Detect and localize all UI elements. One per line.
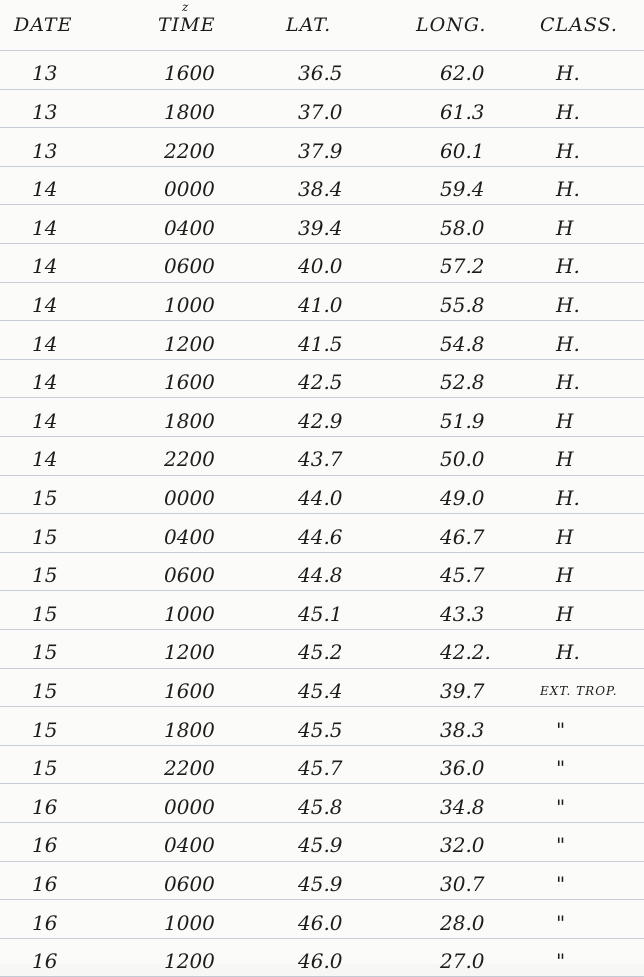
cell-date: 16	[32, 872, 58, 896]
cell-long: 49.0	[440, 486, 485, 510]
cell-time: 1200	[164, 332, 215, 356]
cell-date: 14	[32, 332, 58, 356]
cell-lat: 42.5	[298, 370, 343, 394]
cell-time: 1200	[164, 640, 215, 664]
cell-class: H	[556, 525, 574, 549]
cell-time: 1600	[164, 370, 215, 394]
cell-lat: 45.1	[298, 602, 343, 626]
cell-long: 59.4	[440, 177, 485, 201]
cell-date: 14	[32, 409, 58, 433]
cell-time: 0000	[164, 486, 215, 510]
cell-lat: 45.7	[298, 756, 343, 780]
cell-lat: 36.5	[298, 61, 343, 85]
ruled-line	[0, 243, 644, 244]
cell-class: H.	[556, 177, 580, 201]
header-time: TIME	[158, 14, 216, 36]
ruled-line	[0, 127, 644, 128]
cell-lat: 43.7	[298, 447, 343, 471]
cell-time: 0600	[164, 872, 215, 896]
ruled-line	[0, 320, 644, 321]
ruled-line	[0, 629, 644, 630]
cell-time: 1600	[164, 679, 215, 703]
cell-lat: 37.0	[298, 100, 343, 124]
cell-long: 28.0	[440, 911, 485, 935]
cell-class: H.	[556, 61, 580, 85]
cell-long: 60.1	[440, 139, 485, 163]
cell-date: 15	[32, 486, 58, 510]
ruled-line	[0, 513, 644, 514]
cell-class: H.	[556, 254, 580, 278]
cell-long: 38.3	[440, 718, 485, 742]
cell-date: 14	[32, 216, 58, 240]
cell-long: 57.2	[440, 254, 485, 278]
cell-class: H	[556, 563, 574, 587]
cell-date: 15	[32, 602, 58, 626]
cell-time: 0000	[164, 177, 215, 201]
cell-class: H	[556, 409, 574, 433]
header-date: DATE	[14, 14, 73, 36]
cell-class: "	[556, 949, 566, 973]
ruled-line	[0, 166, 644, 167]
ruled-line	[0, 745, 644, 746]
cell-date: 16	[32, 795, 58, 819]
ruled-line	[0, 475, 644, 476]
cell-class: H.	[556, 486, 580, 510]
cell-long: 52.8	[440, 370, 485, 394]
cell-date: 15	[32, 525, 58, 549]
cell-time: 2200	[164, 139, 215, 163]
cell-class: H	[556, 447, 574, 471]
cell-long: 61.3	[440, 100, 485, 124]
cell-time: 0400	[164, 833, 215, 857]
cell-date: 16	[32, 911, 58, 935]
cell-long: 46.7	[440, 525, 485, 549]
cell-time: 1800	[164, 100, 215, 124]
cell-class: H.	[556, 640, 580, 664]
cell-lat: 45.9	[298, 872, 343, 896]
ruled-line	[0, 552, 644, 553]
cell-time: 1200	[164, 949, 215, 973]
cell-class: "	[556, 718, 566, 742]
cell-date: 16	[32, 833, 58, 857]
cell-lat: 44.0	[298, 486, 343, 510]
cell-lat: 40.0	[298, 254, 343, 278]
ruled-line	[0, 783, 644, 784]
cell-lat: 37.9	[298, 139, 343, 163]
cell-class: H	[556, 602, 574, 626]
ruled-line	[0, 822, 644, 823]
cell-long: 43.3	[440, 602, 485, 626]
cell-long: 55.8	[440, 293, 485, 317]
cell-class: H.	[556, 370, 580, 394]
cell-lat: 38.4	[298, 177, 343, 201]
ruled-line	[0, 89, 644, 90]
ruled-line	[0, 899, 644, 900]
cell-date: 13	[32, 139, 58, 163]
cell-date: 14	[32, 293, 58, 317]
cell-date: 14	[32, 254, 58, 278]
cell-time: 0600	[164, 254, 215, 278]
cell-long: 34.8	[440, 795, 485, 819]
cell-long: 36.0	[440, 756, 485, 780]
cell-long: 62.0	[440, 61, 485, 85]
cell-time: 1000	[164, 293, 215, 317]
ruled-line	[0, 590, 644, 591]
cell-lat: 45.9	[298, 833, 343, 857]
cell-date: 15	[32, 679, 58, 703]
cell-date: 15	[32, 563, 58, 587]
cell-lat: 44.8	[298, 563, 343, 587]
cell-date: 13	[32, 61, 58, 85]
cell-long: 30.7	[440, 872, 485, 896]
ruled-line	[0, 938, 644, 939]
cell-time: 2200	[164, 447, 215, 471]
cell-date: 14	[32, 447, 58, 471]
cell-long: 32.0	[440, 833, 485, 857]
ruled-line	[0, 436, 644, 437]
cell-time: 1000	[164, 602, 215, 626]
ruled-line	[0, 397, 644, 398]
ruled-line	[0, 861, 644, 862]
ruled-line	[0, 706, 644, 707]
time-zone-mark: z	[182, 0, 189, 14]
cell-date: 13	[32, 100, 58, 124]
ruled-line	[0, 50, 644, 51]
cell-class: H.	[556, 332, 580, 356]
cell-long: 51.9	[440, 409, 485, 433]
cell-long: 42.2.	[440, 640, 491, 664]
cell-class: "	[556, 756, 566, 780]
cell-date: 15	[32, 756, 58, 780]
cell-time: 1800	[164, 409, 215, 433]
cell-time: 0400	[164, 525, 215, 549]
cell-long: 27.0	[440, 949, 485, 973]
cell-time: 1600	[164, 61, 215, 85]
cell-time: 1800	[164, 718, 215, 742]
cell-time: 2200	[164, 756, 215, 780]
cell-long: 45.7	[440, 563, 485, 587]
cell-lat: 45.2	[298, 640, 343, 664]
cell-lat: 45.8	[298, 795, 343, 819]
cell-long: 58.0	[440, 216, 485, 240]
cell-lat: 44.6	[298, 525, 343, 549]
cell-lat: 41.5	[298, 332, 343, 356]
cell-date: 15	[32, 718, 58, 742]
cell-class: EXT. TROP.	[540, 684, 618, 698]
ruled-line	[0, 282, 644, 283]
header-lat: LAT.	[286, 14, 332, 36]
cell-date: 14	[32, 177, 58, 201]
cell-date: 16	[32, 949, 58, 973]
cell-time: 0000	[164, 795, 215, 819]
cell-class: "	[556, 911, 566, 935]
cell-lat: 41.0	[298, 293, 343, 317]
cell-lat: 46.0	[298, 949, 343, 973]
cell-class: H	[556, 216, 574, 240]
cell-time: 0600	[164, 563, 215, 587]
cell-date: 15	[32, 640, 58, 664]
cell-time: 0400	[164, 216, 215, 240]
cell-time: 1000	[164, 911, 215, 935]
cell-long: 54.8	[440, 332, 485, 356]
cell-long: 50.0	[440, 447, 485, 471]
header-class: CLASS.	[540, 14, 618, 36]
cell-lat: 39.4	[298, 216, 343, 240]
cell-class: H.	[556, 100, 580, 124]
ruled-line	[0, 359, 644, 360]
cell-class: "	[556, 833, 566, 857]
cell-class: "	[556, 795, 566, 819]
cell-long: 39.7	[440, 679, 485, 703]
cell-class: H.	[556, 139, 580, 163]
cell-class: "	[556, 872, 566, 896]
cell-class: H.	[556, 293, 580, 317]
cell-lat: 46.0	[298, 911, 343, 935]
header-long: LONG.	[416, 14, 487, 36]
cell-lat: 45.4	[298, 679, 343, 703]
cell-lat: 42.9	[298, 409, 343, 433]
ruled-line	[0, 204, 644, 205]
cell-date: 14	[32, 370, 58, 394]
cell-lat: 45.5	[298, 718, 343, 742]
ruled-line	[0, 668, 644, 669]
